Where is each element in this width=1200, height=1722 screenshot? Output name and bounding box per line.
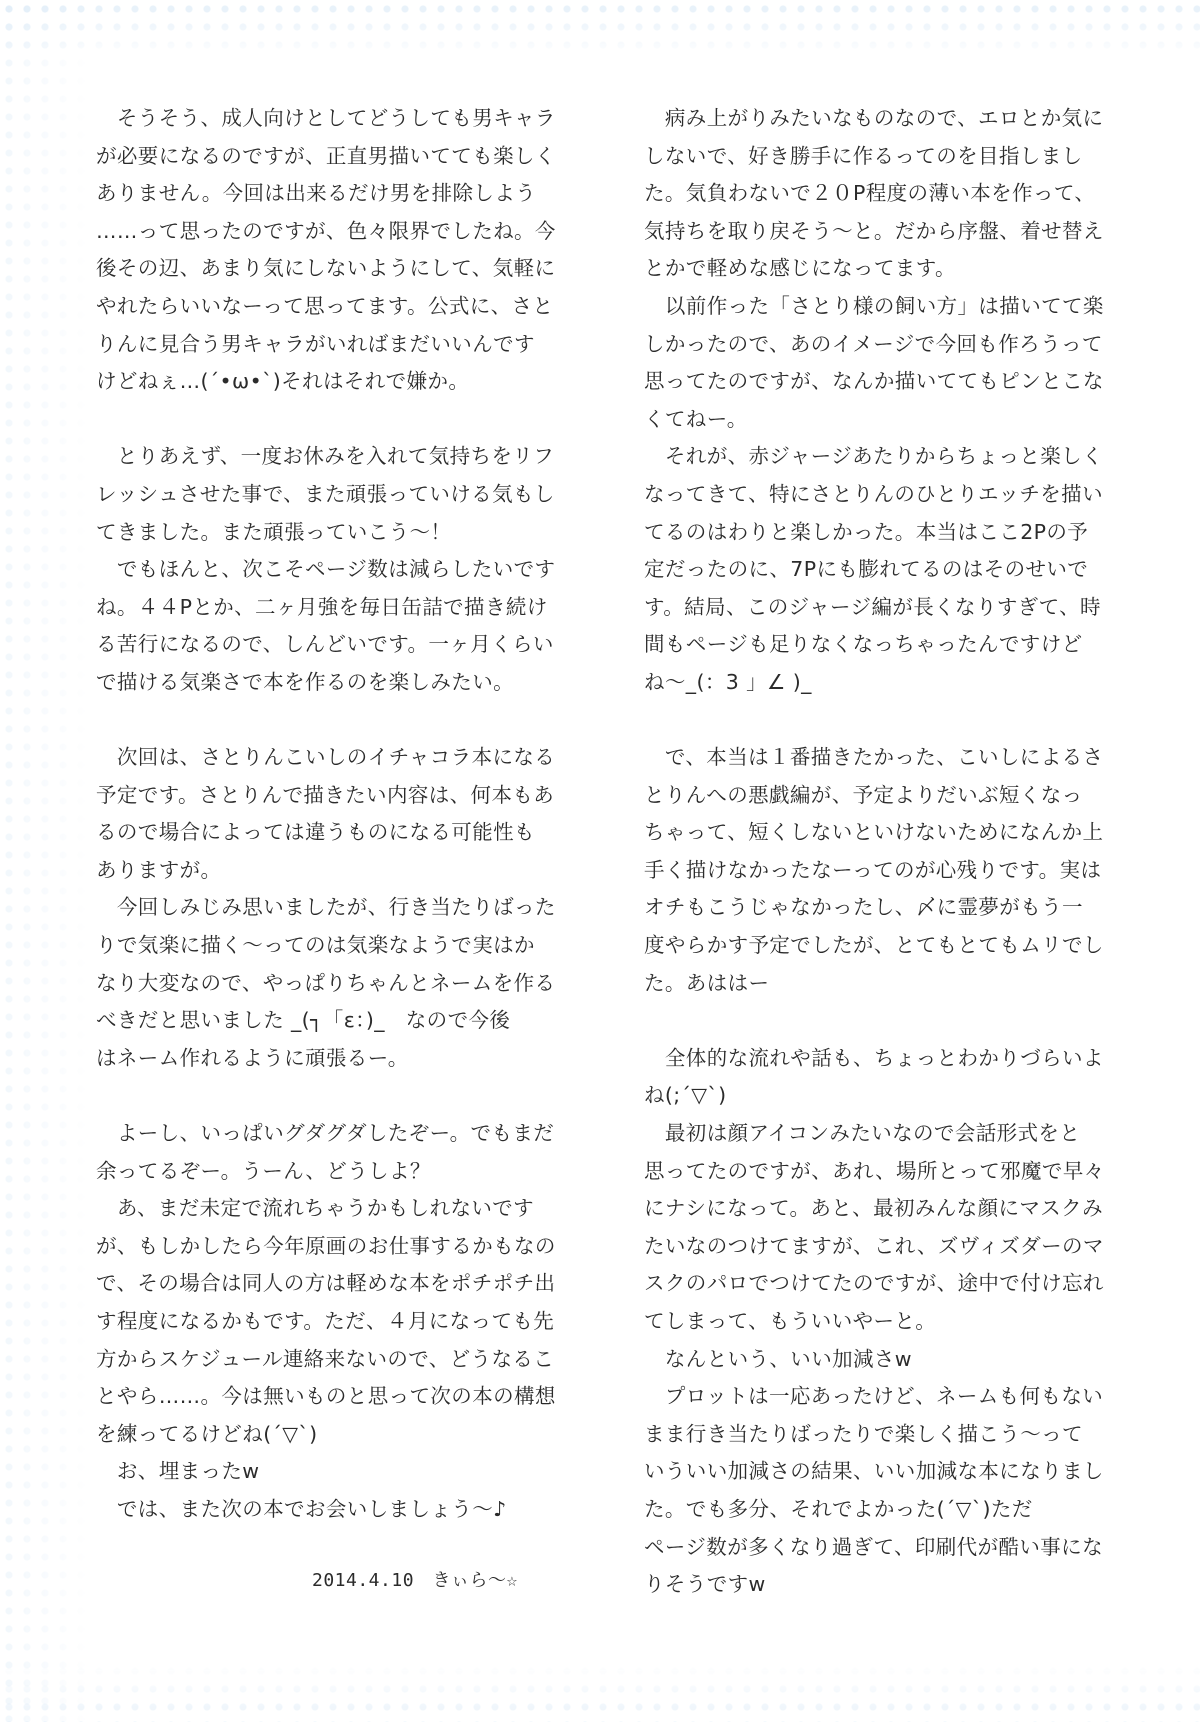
text-line: とりんへの悪戯編が、予定よりだいぶ短くなっ (644, 782, 1083, 807)
text-line: で描ける気楽さで本を作るのを楽しみたい。 (96, 669, 514, 694)
text-line: でもほんと、次こそページ数は減らしたいです (96, 557, 556, 582)
text-line: レッシュさせた事で、また頑張っていける気もし (96, 481, 555, 506)
text-line: にナシになって。あと、最初みんな顔にマスクみ (644, 1196, 1103, 1221)
text-line: はネーム作れるように頑張るー。 (96, 1045, 409, 1070)
text-line: が、もしかしたら今年原画のお仕事するかもなの (96, 1233, 556, 1258)
text-line: 最初は顔アイコンみたいなので会話形式をと (644, 1121, 1081, 1146)
text-line: なんという、いい加減さw (644, 1346, 912, 1371)
text-line: そうそう、成人向けとしてどうしても男キャラ (96, 106, 556, 130)
text-line: を練ってるけどね(´▽`) (96, 1421, 318, 1446)
text-line: べきだと思いました _(┐「ε：)_ なので今後 (96, 1008, 511, 1033)
text-line: が必要になるのですが、正直男描いてても楽しく (96, 143, 556, 168)
text-line: くてねー。 (644, 406, 748, 431)
text-line: ちゃって、短くしないといけないためになんか上 (644, 820, 1104, 845)
text-line (644, 1002, 1114, 1040)
text-line: それが、赤ジャージあたりからちょっと楽しく (644, 444, 1103, 469)
text-line: 気持ちを取り戻そう～と。だから序盤、着せ替え (644, 218, 1104, 243)
text-line: いういい加減さの結果、いい加減な本になりまし (644, 1459, 1104, 1484)
text-line: 予定です。さとりんで描きたい内容は、何本もあ (96, 782, 555, 807)
dot-pattern-top (0, 0, 1200, 60)
text-line: とやら……。今は無いものと思って次の本の構想 (96, 1384, 556, 1409)
text-line: てるのはわりと楽しかった。本当はここ2Pの予 (644, 519, 1089, 544)
dot-pattern-left (0, 0, 90, 1722)
text-line: オチもこうじゃなかったし、〆に霊夢がもう一 (644, 895, 1083, 920)
text-line: るので場合によっては違うものになる可能性も (96, 820, 535, 845)
text-line (644, 702, 1114, 740)
text-line: ページ数が多くなり過ぎて、印刷代が酷い事にな (644, 1534, 1103, 1559)
text-line (96, 1077, 566, 1115)
text-line: 次回は、さとりんこいしのイチャコラ本になる (96, 745, 556, 770)
text-line: とりあえず、一度お休みを入れて気持ちをリフ (96, 444, 555, 469)
text-line: で、本当は１番描きたかった、こいしによるさ (644, 745, 1104, 770)
text-line: で、その場合は同人の方は軽めな本をポチポチ出 (96, 1271, 556, 1296)
text-line: 病み上がりみたいなものなので、エロとか気に (644, 106, 1104, 130)
text-line: た。でも多分、それでよかった(´▽`)ただ (644, 1496, 1033, 1521)
left-text-column (96, 100, 566, 1529)
dot-pattern-bottom (0, 1662, 1200, 1722)
text-line: 手く描けなかったなーってのが心残りです。実は (644, 857, 1102, 882)
text-line: なってきて、特にさとりんのひとりエッチを描い (644, 481, 1103, 506)
text-line: ね(;´▽`) (644, 1083, 727, 1108)
text-line: 定だったのに、7Pにも膨れてるのはそのせいで (644, 557, 1089, 582)
text-line: てしまって、もういいやーと。 (644, 1309, 937, 1333)
text-line: なり大変なので、やっぱりちゃんとネームを作る (96, 970, 556, 995)
text-line: とかで軽めな感じになってます。 (644, 256, 956, 281)
text-line (96, 401, 566, 439)
text-line: 間もページも足りなくなっちゃったんですけど (644, 632, 1083, 657)
text-line: プロットは一応あったけど、ネームも何もない (644, 1384, 1104, 1409)
text-line: る苦行になるので、しんどいです。一ヶ月くらい (96, 632, 554, 657)
text-line: ね～_(：3 」∠ )_ (644, 669, 812, 694)
text-line: 以前作った「さとり様の飼い方」は描いてて楽 (644, 293, 1104, 318)
text-line: りんに見合う男キャラがいればまだいいんです (96, 331, 535, 356)
text-line: しかったので、あのイメージで今回も作ろうって (644, 331, 1103, 356)
text-line: ……って思ったのですが、色々限界でしたね。今 (96, 218, 556, 243)
text-line: たいなのつけてますが、これ、ズヴィズダーのマ (644, 1233, 1104, 1258)
text-line: スクのパロでつけてたのですが、途中で付け忘れ (644, 1271, 1104, 1296)
text-line: 全体的な流れや話も、ちょっとわかりづらいよ (644, 1045, 1104, 1070)
text-line: りそうですw (644, 1572, 766, 1597)
text-line: 思ってたのですが、あれ、場所とって邪魔で早々 (644, 1158, 1105, 1183)
text-line: ありません。今回は出来るだけ男を排除しよう (96, 181, 537, 206)
signature-date: 2014.4.10 きぃら～☆ (312, 1570, 518, 1591)
text-line: 後その辺、あまり気にしないようにして、気軽に (96, 256, 556, 281)
text-line: 今回しみじみ思いましたが、行き当たりばった (96, 895, 556, 920)
text-line: あ、まだ未定で流れちゃうかもしれないです (96, 1196, 535, 1221)
text-line: よーし、いっぱいグダグダしたぞー。でもまだ (96, 1121, 555, 1146)
text-line (96, 702, 566, 740)
text-line: けどねぇ…(´•ω•`)それはそれで嫌か。 (96, 369, 470, 394)
text-line: 方からスケジュール連絡来ないので、どうなるこ (96, 1346, 555, 1371)
text-line: す程度になるかもです。ただ、４月になっても先 (96, 1309, 555, 1333)
text-line: てきました。また頑張っていこう～！ (96, 519, 452, 544)
right-text-column (644, 100, 1114, 1604)
text-line: た。あははー (644, 970, 770, 995)
text-line: 思ってたのですが、なんか描いててもピンとこな (644, 369, 1104, 394)
text-line: では、また次の本でお会いしましょう～♪ (96, 1496, 507, 1521)
text-line: ありますが。 (96, 857, 222, 882)
text-line: 度やらかす予定でしたが、とてもとてもムリでし (644, 933, 1104, 958)
text-line: ね。４４Pとか、二ヶ月強を毎日缶詰で描き続け (96, 594, 548, 619)
text-line: た。気負わないで２０P程度の薄い本を作って、 (644, 181, 1096, 206)
text-line: しないで、好き勝手に作るってのを目指しまし (644, 143, 1083, 168)
text-line: まま行き当たりばったりで楽しく描こう～って (644, 1421, 1083, 1446)
text-line: りで気楽に描く～ってのは気楽なようで実はか (96, 933, 535, 958)
text-line: やれたらいいなーって思ってます。公式に、さと (96, 293, 554, 318)
text-line: お、埋まったw (96, 1459, 260, 1484)
text-line: 余ってるぞー。うーん、どうしよ？ (96, 1158, 431, 1183)
text-line: す。結局、このジャージ編が長くなりすぎて、時 (644, 594, 1101, 619)
